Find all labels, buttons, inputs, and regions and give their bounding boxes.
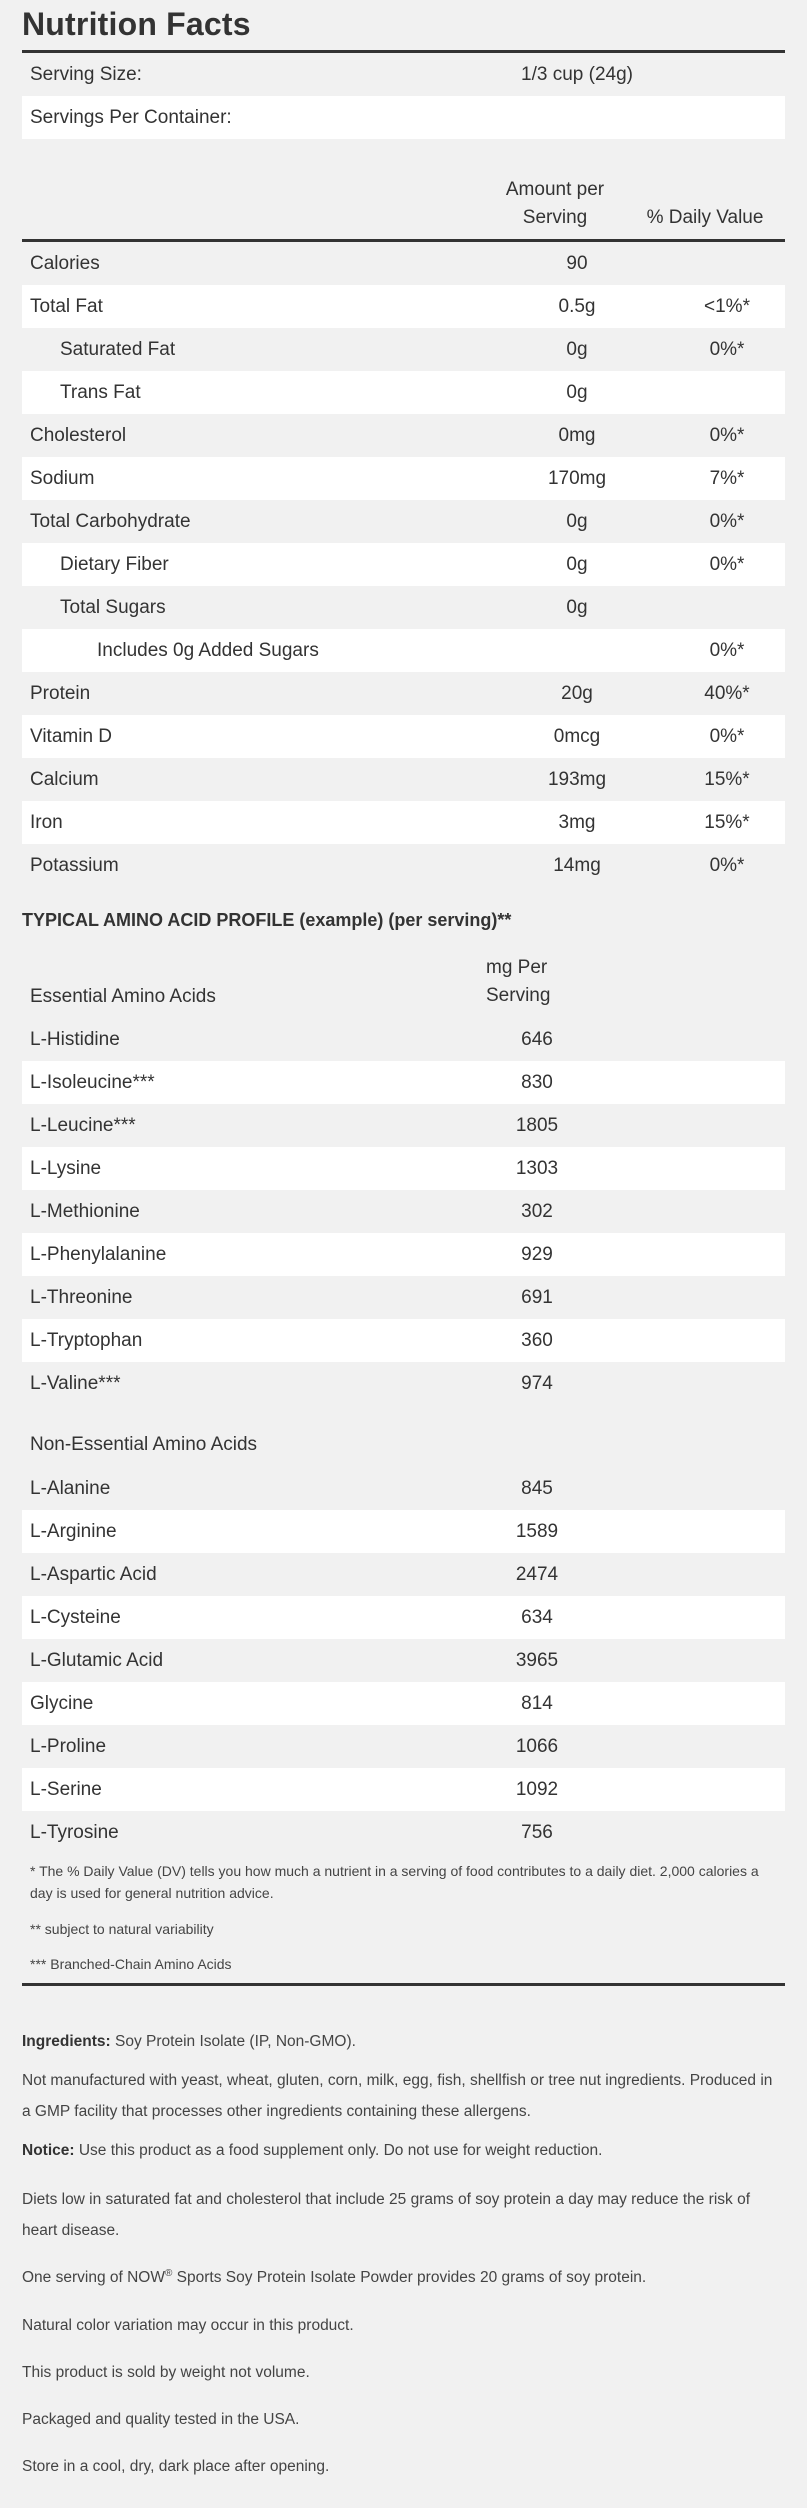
nutrient-daily-value <box>627 586 807 629</box>
amino-acid-name: L-Isoleucine*** <box>30 1072 155 1093</box>
amino-acid-mg: 646 <box>521 1029 553 1050</box>
amino-acid-row <box>22 1682 785 1725</box>
serving-size-label: Serving Size: <box>30 64 142 85</box>
amino-acid-mg: 3965 <box>515 1650 559 1671</box>
amino-acid-mg: 814 <box>521 1693 553 1714</box>
amino-acid-mg: 360 <box>521 1330 553 1351</box>
amino-acid-mg: 1303 <box>515 1158 559 1179</box>
nutrient-name: Calories <box>30 253 100 274</box>
amino-acid-mg: 929 <box>521 1244 553 1265</box>
bcaa-footnote: *** Branched-Chain Amino Acids <box>30 1956 232 1972</box>
nutrient-name: Saturated Fat <box>60 339 176 360</box>
nutrient-daily-value: 0%* <box>709 855 745 876</box>
servings-per-container-label: Servings Per Container: <box>30 107 232 128</box>
allergen-paragraph: Not manufactured with yeast, wheat, gluten, corn, milk, egg, fish, shellfish or tree nut ingredients. Produced in a GMP facility that processes other ingredients containing these allergens. <box>22 2072 773 2120</box>
amino-acid-row <box>22 1319 785 1362</box>
sold-by-weight-paragraph: This product is sold by weight not volume. <box>22 2364 310 2381</box>
amino-acid-name: L-Proline <box>30 1736 107 1757</box>
notice-paragraph <box>22 2135 782 2166</box>
color-variation-paragraph: Natural color variation may occur in this product. <box>22 2317 354 2334</box>
nutrient-name: Protein <box>30 683 91 704</box>
ingredients-label: Ingredients: <box>22 2033 111 2050</box>
nutrient-row <box>22 715 785 758</box>
amino-acid-name: L-Tyrosine <box>30 1822 119 1843</box>
amino-acid-row <box>22 1811 785 1854</box>
nutrient-name: Total Sugars <box>60 597 166 618</box>
natural-variability-footnote: ** subject to natural variability <box>30 1921 214 1937</box>
nutrient-daily-value: 0%* <box>709 554 745 575</box>
amino-profile-title: TYPICAL AMINO ACID PROFILE (example) (per serving)** <box>22 910 512 930</box>
storage-paragraph: Store in a cool, dry, dark place after opening. <box>22 2458 330 2475</box>
nutrient-name: Total Fat <box>30 296 103 317</box>
amino-acid-name: L-Threonine <box>30 1287 133 1308</box>
amino-acid-name: L-Glutamic Acid <box>30 1650 164 1671</box>
non-essential-amino-acids-heading: Non-Essential Amino Acids <box>30 1434 258 1455</box>
amino-acid-name: L-Leucine*** <box>30 1115 136 1136</box>
nutrient-amount: 0mg <box>558 425 596 446</box>
serving-size-row <box>22 53 785 96</box>
nutrient-row <box>22 371 785 414</box>
amino-acid-name: L-Serine <box>30 1779 102 1800</box>
amino-acid-mg: 845 <box>521 1478 553 1499</box>
nutrient-daily-value: 0%* <box>709 726 745 747</box>
heart-disease-paragraph: Diets low in saturated fat and cholesterol that include 25 grams of soy protein a day may reduce the risk of heart disease. <box>22 2191 751 2239</box>
amino-acid-row <box>22 1104 785 1147</box>
nutrient-amount: 0g <box>566 511 588 532</box>
amino-acid-mg: 1805 <box>515 1115 559 1136</box>
amino-acid-name: L-Tryptophan <box>30 1330 143 1351</box>
amino-acid-row <box>22 1362 785 1405</box>
nutrient-amount: 0g <box>566 554 588 575</box>
nutrient-amount: 0.5g <box>558 296 596 317</box>
nutrient-row <box>22 500 785 543</box>
amino-acid-row <box>22 1596 785 1639</box>
amino-acid-row <box>22 1018 785 1061</box>
amino-acid-row <box>22 1467 785 1510</box>
mg-per-serving-header: mg Per Serving <box>486 957 551 1006</box>
essential-amino-acids-heading: Essential Amino Acids <box>30 986 216 1007</box>
nutrient-amount: 170mg <box>547 468 607 489</box>
nutrient-daily-value: 0%* <box>709 640 745 661</box>
nutrient-name: Dietary Fiber <box>60 554 169 575</box>
nutrient-name: Calcium <box>30 769 99 790</box>
amino-acid-mg: 756 <box>521 1822 553 1843</box>
ingredients-text: Soy Protein Isolate (IP, Non-GMO). <box>110 2033 356 2050</box>
amino-acid-row <box>22 1553 785 1596</box>
nutrient-daily-value: 7%* <box>709 468 745 489</box>
nutrient-row <box>22 543 785 586</box>
notice-label: Notice: <box>22 2142 75 2159</box>
daily-value-header: % Daily Value <box>646 207 764 228</box>
amino-acid-row <box>22 1061 785 1104</box>
nutrient-amount: 193mg <box>547 769 607 790</box>
nutrient-row <box>22 844 785 887</box>
amino-acid-name: L-Valine*** <box>30 1373 121 1394</box>
amino-acid-mg: 2474 <box>515 1564 559 1585</box>
amino-acid-name: L-Lysine <box>30 1158 102 1179</box>
nutrient-daily-value <box>627 371 807 414</box>
daily-value-footnote: * The % Daily Value (DV) tells you how much a nutrient in a serving of food contributes to a daily diet. 2,000 calories a day is used for general nutrition advice. <box>30 1863 759 1901</box>
nutrient-row <box>22 801 785 844</box>
notice-text: Use this product as a food supplement only. Do not use for weight reduction. <box>74 2142 603 2159</box>
registered-mark: ® <box>165 2267 173 2279</box>
nutrient-daily-value: 40%* <box>704 683 750 704</box>
amino-acid-name: Glycine <box>30 1693 94 1714</box>
nutrient-daily-value <box>627 242 807 285</box>
nutrient-name: Sodium <box>30 468 95 489</box>
amino-acid-mg: 691 <box>521 1287 553 1308</box>
nutrient-daily-value: 0%* <box>709 511 745 532</box>
amino-acid-row <box>22 1190 785 1233</box>
servings-per-container-row <box>22 96 785 139</box>
nutrient-row <box>22 758 785 801</box>
serving-protein-paragraph: One serving of NOW® Sports Soy Protein Isolate Powder provides 20 grams of soy protein. <box>22 2267 647 2286</box>
nutrient-amount: 0g <box>566 382 588 403</box>
nutrient-name: Vitamin D <box>30 726 113 747</box>
nutrient-amount: 90 <box>566 253 588 274</box>
amino-acid-mg: 634 <box>521 1607 553 1628</box>
amino-acid-row <box>22 1768 785 1811</box>
nutrient-amount: 0g <box>566 339 588 360</box>
serving-size-value: 1/3 cup (24g) <box>521 64 633 85</box>
nutrition-facts-title: Nutrition Facts <box>22 6 251 42</box>
ingredients-paragraph <box>22 2026 782 2057</box>
amino-acid-name: L-Histidine <box>30 1029 120 1050</box>
amino-acid-row <box>22 1147 785 1190</box>
nutrient-daily-value: 15%* <box>704 769 750 790</box>
nutrient-name: Iron <box>30 812 63 833</box>
amino-acid-mg: 1589 <box>515 1521 559 1542</box>
amino-acid-name: L-Phenylalanine <box>30 1244 167 1265</box>
nutrient-name: Includes 0g Added Sugars <box>97 640 319 661</box>
nutrient-row <box>22 672 785 715</box>
amino-acid-row <box>22 1510 785 1553</box>
nutrient-daily-value: 0%* <box>709 339 745 360</box>
amino-acid-name: L-Methionine <box>30 1201 140 1222</box>
amino-acid-mg: 302 <box>521 1201 553 1222</box>
amino-acid-row <box>22 1725 785 1768</box>
nutrient-row <box>22 457 785 500</box>
amino-acid-mg: 1092 <box>515 1779 559 1800</box>
servings-per-container-value <box>502 96 652 139</box>
amino-acid-name: L-Aspartic Acid <box>30 1564 157 1585</box>
nutrient-row <box>22 328 785 371</box>
nutrient-name: Cholesterol <box>30 425 127 446</box>
amino-acid-mg: 830 <box>521 1072 553 1093</box>
nutrient-row <box>22 586 785 629</box>
nutrient-daily-value: <1%* <box>704 296 750 317</box>
nutrient-amount: 0g <box>566 597 588 618</box>
nutrient-amount: 20g <box>561 683 593 704</box>
nutrient-amount: 14mg <box>553 855 601 876</box>
nutrient-row <box>22 242 785 285</box>
amino-acid-row <box>22 1276 785 1319</box>
nutrient-row <box>22 285 785 328</box>
nutrient-amount: 0mcg <box>553 726 601 747</box>
amount-per-serving-header: Amount per Serving <box>505 179 605 228</box>
amino-acid-row <box>22 1233 785 1276</box>
amino-acid-name: L-Arginine <box>30 1521 117 1542</box>
nutrient-name: Total Carbohydrate <box>30 511 191 532</box>
product-info-section <box>0 2005 807 2508</box>
amino-acid-name: L-Alanine <box>30 1478 111 1499</box>
amino-acid-row <box>22 1639 785 1682</box>
amino-acid-name: L-Cysteine <box>30 1607 121 1628</box>
amino-acid-mg: 1066 <box>515 1736 559 1757</box>
packaged-paragraph: Packaged and quality tested in the USA. <box>22 2411 300 2428</box>
nutrient-name: Trans Fat <box>60 382 141 403</box>
nutrient-row <box>22 414 785 457</box>
nutrient-name: Potassium <box>30 855 119 876</box>
nutrient-daily-value: 15%* <box>704 812 750 833</box>
nutrient-daily-value: 0%* <box>709 425 745 446</box>
nutrient-amount: 3mg <box>558 812 596 833</box>
footnote-divider <box>22 1983 785 1986</box>
amino-acid-mg: 974 <box>521 1373 553 1394</box>
nutrient-row <box>22 629 785 672</box>
